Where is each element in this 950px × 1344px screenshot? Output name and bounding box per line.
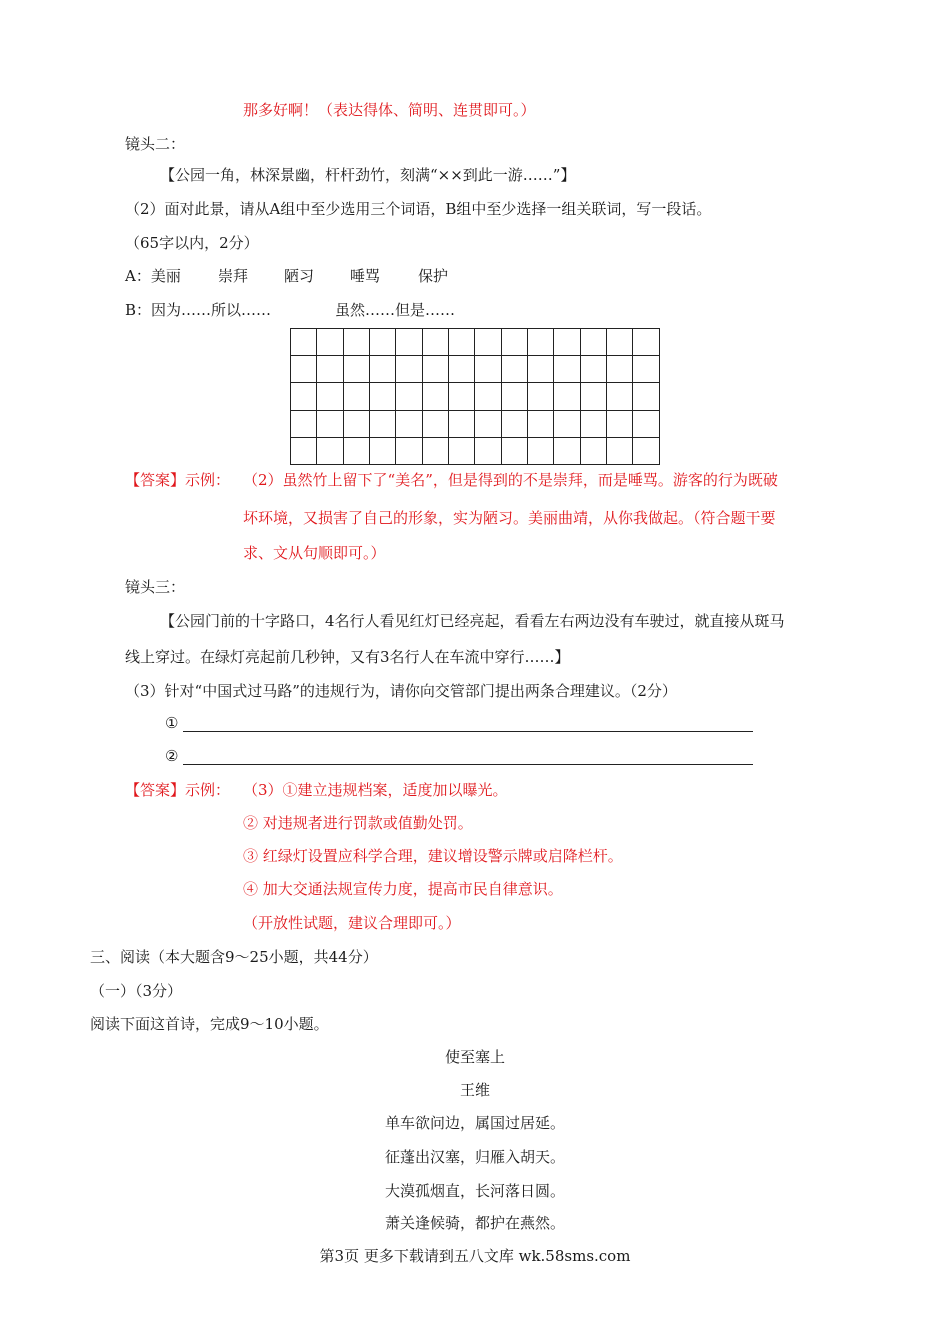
scene-two-description: 【公园一角，林深景幽，杆杆劲竹，刻满“××到此一游……”】 (160, 166, 576, 184)
answer-3-line: （开放性试题，建议合理即可。） (243, 914, 461, 932)
answer-2-line: （2）虽然竹上留下了“美名”，但是得到的不是崇拜，而是唾骂。游客的行为既破 (243, 471, 778, 489)
answer-2-tag: 【答案】示例： (125, 471, 231, 489)
answer-2-line: 求、文从句顺即可。） (243, 544, 386, 562)
answer-3-line: ④ 加大交通法规宣传力度，提高市民自律意识。 (243, 880, 563, 898)
question-2-limit: （65字以内，2分） (125, 234, 259, 252)
poem-author: 王维 (459, 1081, 490, 1099)
page-footer: 第3页 更多下载请到五八文库 wk.58sms.com (319, 1247, 631, 1265)
group-a-word: 崇拜 (218, 267, 249, 285)
answer-3-line: ③ 红绿灯设置应科学合理，建议增设警示牌或启降栏杆。 (243, 847, 623, 865)
question-3: （3）针对“中国式过马路”的违规行为，请你向交管部门提出两条合理建议。（2分） (125, 682, 677, 700)
scene-three-heading: 镜头三： (125, 578, 186, 596)
writing-grid (290, 328, 660, 465)
scene-three-description: 线上穿过。在绿灯亮起前几秒钟，又有3名行人在车流中穿行……】 (125, 648, 570, 666)
answer-blank-line (183, 764, 753, 765)
subsection-heading: （一）（3分） (90, 982, 183, 1000)
group-a-word: 陋习 (284, 267, 315, 285)
group-a-label: A：美丽 (125, 267, 181, 285)
group-a-word: 保护 (418, 267, 449, 285)
poem-line: 征蓬出汉塞，归雁入胡天。 (384, 1148, 565, 1166)
poem-line: 萧关逢候骑，都护在燕然。 (384, 1214, 565, 1232)
scene-two-heading: 镜头二： (125, 135, 186, 153)
answer-continuation: 那多好啊！（表达得体、简明、连贯即可。） (243, 101, 536, 119)
blank-marker: ② (165, 747, 179, 765)
section-heading: 三、阅读（本大题含9～25小题，共44分） (90, 948, 378, 966)
reading-instruction: 阅读下面这首诗，完成9～10小题。 (90, 1015, 329, 1033)
scene-three-description: 【公园门前的十字路口，4名行人看见红灯已经亮起，看看左右两边没有车驶过，就直接从斑马 (160, 612, 785, 630)
answer-3-tag: 【答案】示例： (125, 781, 231, 799)
answer-2-line: 坏环境，又损害了自己的形象，实为陋习。美丽曲靖，从你我做起。（符合题干要 (243, 509, 776, 527)
poem-line: 单车欲问边，属国过居延。 (384, 1114, 565, 1132)
answer-3-line: （3）①建立违规档案，适度加以曝光。 (243, 781, 508, 799)
answer-3-line: ② 对违规者进行罚款或值勤处罚。 (243, 814, 473, 832)
poem-line: 大漠孤烟直，长河落日圆。 (384, 1182, 565, 1200)
group-b-conjunction: 虽然……但是…… (335, 301, 456, 319)
answer-blank-line (183, 731, 753, 732)
poem-title: 使至塞上 (444, 1048, 505, 1066)
blank-marker: ① (165, 714, 179, 732)
group-b-label: B：因为……所以…… (125, 301, 272, 319)
question-2: （2）面对此景，请从A组中至少选用三个词语，B组中至少选择一组关联词，写一段话。 (125, 200, 712, 218)
group-a-word: 唾骂 (350, 267, 381, 285)
